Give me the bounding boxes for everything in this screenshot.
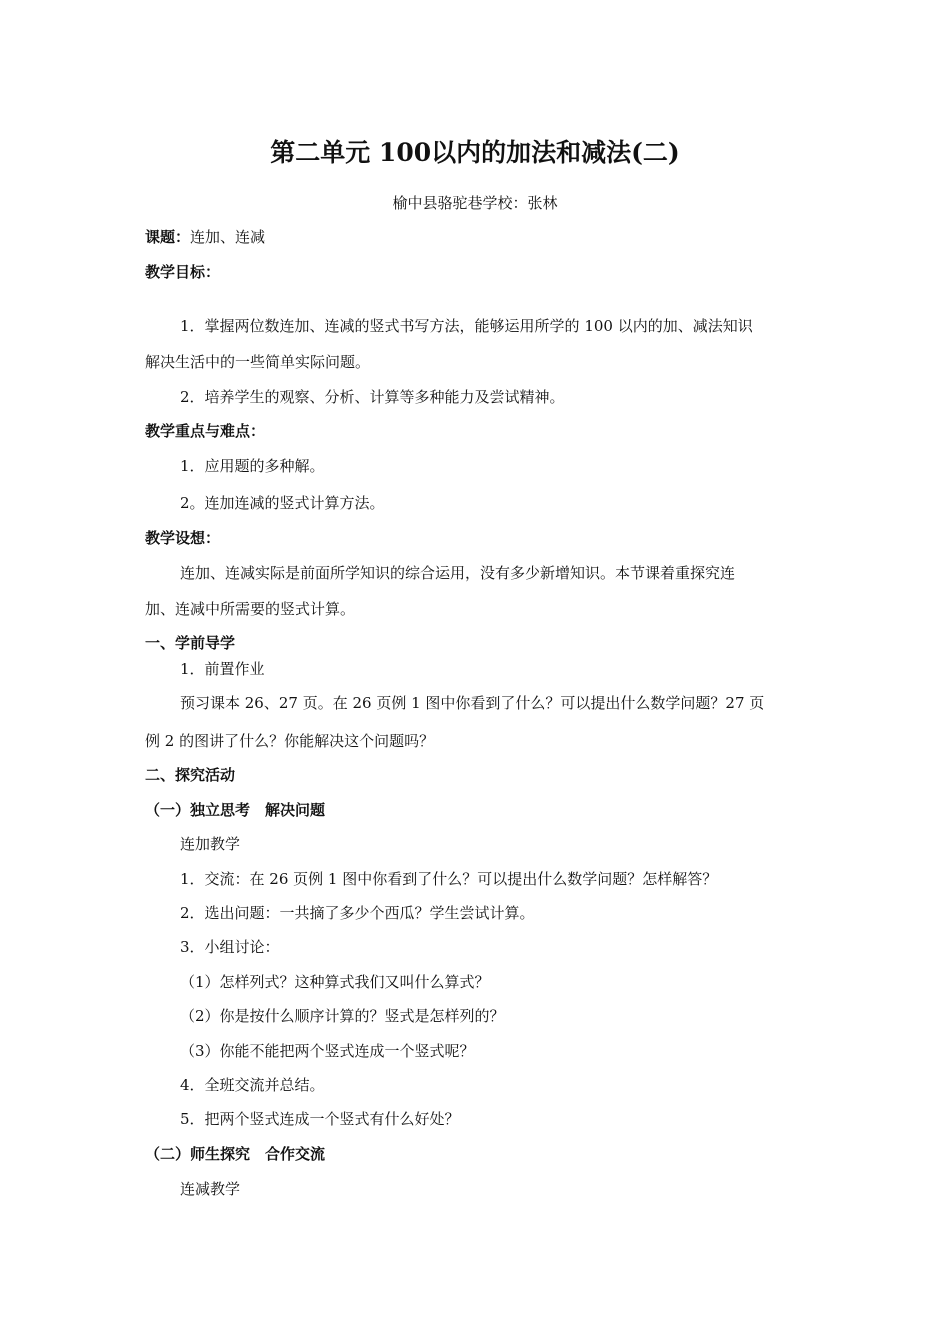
design-line-1: 连加、连减实际是前面所学知识的综合运用，没有多少新增知识。本节课着重探究连 — [180, 564, 736, 582]
section-2-heading: 二、探究活动 — [145, 766, 236, 784]
subsection-1-item-5: 5．把两个竖式连成一个竖式有什么好处？ — [180, 1110, 460, 1128]
subsection-1-item-3: 3．小组讨论： — [180, 938, 280, 956]
design-line-2: 加、连减中所需要的竖式计算。 — [145, 600, 356, 618]
discussion-question-2: （2）你是按什么顺序计算的？竖式是怎样列的？ — [180, 1007, 505, 1025]
subsection-2-intro: 连减教学 — [180, 1180, 241, 1198]
goal-1-line-2: 解决生活中的一些简单实际问题。 — [145, 353, 371, 371]
section-1-item-1: 1．前置作业 — [180, 660, 265, 678]
goal-2: 2．培养学生的观察、分析、计算等多种能力及尝试精神。 — [180, 388, 565, 406]
subsection-2-heading: （二）师生探究 合作交流 — [145, 1145, 326, 1163]
section-1-text-line-2: 例 2 的图讲了什么？你能解决这个问题吗？ — [145, 732, 435, 750]
discussion-question-1: （1）怎样列式？这种算式我们又叫什么算式？ — [180, 973, 490, 991]
topic-line — [145, 227, 265, 247]
subsection-1-heading: （一）独立思考 解决问题 — [145, 801, 326, 819]
topic-label: 课题： — [145, 228, 191, 246]
discussion-question-3: （3）你能不能把两个竖式连成一个竖式呢？ — [180, 1042, 475, 1060]
key-item-1: 1．应用题的多种解。 — [180, 457, 325, 475]
design-heading: 教学设想： — [145, 529, 221, 547]
subsection-1-intro: 连加教学 — [180, 835, 241, 853]
topic-value: 连加、连减 — [190, 228, 266, 246]
goals-heading: 教学目标： — [145, 263, 221, 281]
document-title: 第二单元 100以内的加法和减法(二) — [270, 138, 680, 167]
subsection-1-item-2: 2．选出问题：一共摘了多少个西瓜？学生尝试计算。 — [180, 904, 535, 922]
section-1-text-line-1: 预习课本 26、27 页。在 26 页例 1 图中你看到了什么？可以提出什么数学问题？27 页 — [180, 694, 765, 712]
key-item-2: 2。连加连减的竖式计算方法。 — [180, 494, 385, 512]
key-heading: 教学重点与难点： — [145, 422, 266, 440]
section-1-heading: 一、学前导学 — [145, 634, 236, 652]
subsection-1-item-1: 1．交流：在 26 页例 1 图中你看到了什么？可以提出什么数学问题？怎样解答？ — [180, 870, 718, 888]
goal-1-line-1: 1．掌握两位数连加、连减的竖式书写方法，能够运用所学的 100 以内的加、减法知识 — [180, 317, 753, 335]
subsection-1-item-4: 4．全班交流并总结。 — [180, 1076, 325, 1094]
author-line: 榆中县骆驼巷学校：张林 — [392, 194, 558, 212]
